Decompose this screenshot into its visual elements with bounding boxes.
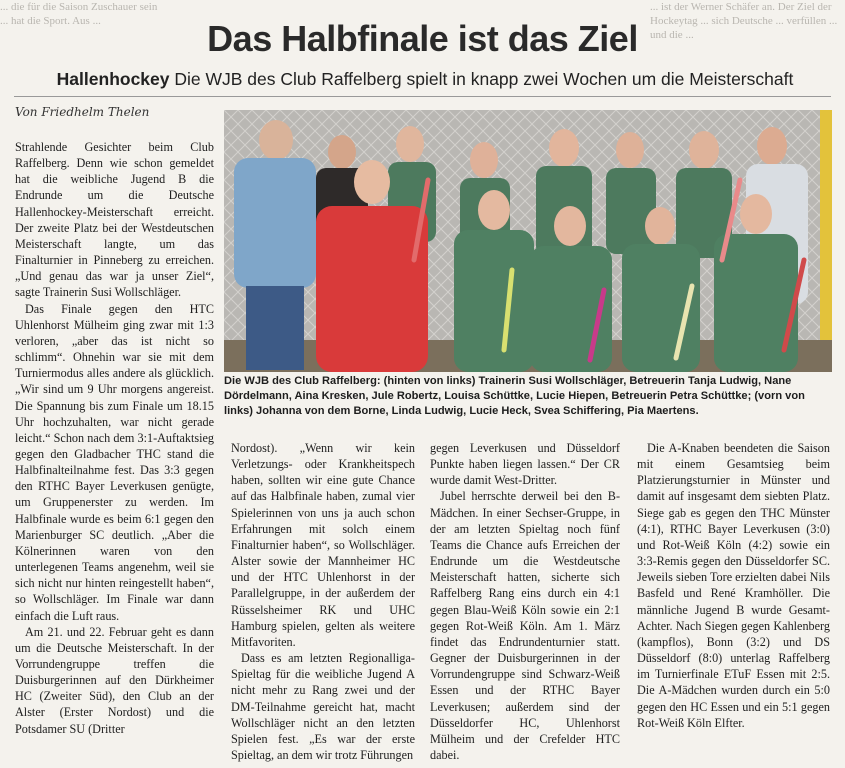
team-photo	[224, 110, 832, 372]
paragraph: Strahlende Gesichter beim Club Raffelberg. Denn wie schon gemeldet hat die weibliche Jugend B die Endrunde um die Deutsche Hallenhockey-Meisterschaft erreicht. Der zweite Platz bei der Westdeutschen Meisterschaft langte, um das Finalturnier in Pinneberg zu erreichen. „Und genau das war ja unser Ziel“, sagte Trainerin Susi Wollschläger.	[15, 140, 214, 300]
bleed-through-text-right: ... ist der Werner Schäfer an. Der Ziel der Hockeytag ... sich Deutsche ... verfüllen ... und die ...	[650, 1, 838, 41]
paragraph: Die A-Knaben beendeten die Saison mit einem Gesamtsieg beim Platzierungsturnier in Münster und damit auf insgesamt dem siebten Platz. Siege gab es gegen den THC Münster (4:1), RTHC Bayer Leverkusen (3:0) und Rot-Weiß Köln (4:2) sowie ein 3:3-Remis gegen den Düsseldorfer SC. Jeweils sieben Tore erzielten dabei Nils Basfeld und René Kramhöller. Die männliche Jugend B wurde Gesamt-Achter. Nach Siegen gegen Kahlenberg (kampflos), Bonn (3:2) und DS Düsseldorf (8:0) unterlag Raffelberg im Turnierfinale ETuF Essen mit 2:5. Die A-Mädchen wurden durch ein 5:0 gegen den HC Essen und ein 5:1 gegen Rot-Weiß Köln Elfter.	[637, 441, 830, 730]
article-column-2	[231, 440, 415, 763]
paragraph: Das Finale gegen den HTC Uhlenhorst Mülheim ging zwar mit 1:3 verloren, „aber das ist nicht so schlimm“. Ohnehin war sie mit dem Turniermodus alles andere als glücklich. „Wir sind um 9 Uhr morgens angereist. Die Spannung bis zum Finale um 18.15 Uhr hochzuhalten, war nicht gerade leicht.“ Schon nach dem 3:1-Auftaktsieg gegen den Gladbacher THC stand die Halbfinalteilnahme fest. Das 3:3 gegen den RTHC Bayer Leverkusen genügte, um Gruppenerster zu werden. Im Halbfinale wurde es beim 6:1 gegen den Marienburger SC deutlich. „Aber die Kölnerinnen waren von den unterlegenen Teams angenehm, weil sie sich nicht nur hinten reingestellt haben“, so Wollschläger. Im Finale war dann einfach die Luft raus.	[15, 301, 214, 623]
photo-caption: Die WJB des Club Raffelberg: (hinten von links) Trainerin Susi Wollschläger, Betreuerin Tanja Ludwig, Nane Dördelmann, Aina Kresken, Jule Robertz, Louisa Schüttke, Lucie Hiepen, Betreuerin Petra Schüttke; (vorn von links) Johanna von dem Borne, Linda Ludwig, Lucie Heck, Svea Schiffering, Pia Maertens.	[224, 375, 805, 417]
author-byline: Von Friedhelm Thelen	[15, 105, 150, 119]
article-subheadline	[40, 69, 810, 90]
subhead-kicker: Hallenhockey	[56, 69, 170, 89]
team-photo-image	[224, 110, 832, 372]
article-headline: Das Halbfinale ist das Ziel	[207, 18, 638, 59]
headline-divider	[14, 96, 831, 97]
article-column-3	[430, 440, 620, 763]
article-column-4	[637, 440, 830, 731]
subhead-text: Die WJB des Club Raffelberg spielt in knapp zwei Wochen um die Meisterschaft	[174, 69, 794, 89]
paragraph: Am 21. und 22. Februar geht es dann um die Deutsche Meisterschaft. In der Vorrundengruppe treffen die Duisburgerinnen auf den Dürkheimer HC (Zweiter Süd), den Club an der Alster (Erster Nordost) und die Potsdamer SU (Dritter	[15, 624, 214, 736]
paragraph: Jubel herrschte derweil bei den B-Mädchen. In einer Sechser-Gruppe, in der am letzten Spieltag noch fünf Teams die Chance aufs Erreichen der Endrunde um die Westdeutsche Meisterschaft hatten, sicherte sich Raffelberg Rang eins durch ein 4:1 gegen Blau-Weiß Köln sowie ein 2:1 gegen Rot-Weiß Köln. Am 1. März findet das Endrundenturnier statt. Gegner der Duisburgerinnen in der Vorrundengruppe sind Schwarz-Weiß Essen und der RTHC Bayer Leverkusen; außerdem sind der Düsseldorfer HC, Uhlenhorst Mülheim und der Crefelder HTC dabei.	[430, 489, 620, 762]
paragraph: Dass es am letzten Regionalliga-Spieltag für die weibliche Jugend A nicht mehr zu Rang zwei und der DM-Teilnahme gereicht hat, macht Wollschläger nicht an den letzten Spielen fest. „Es war der erste Spieltag, an dem wir trotz Führungen	[231, 651, 415, 762]
article-column-1	[15, 139, 214, 737]
paragraph: gegen Leverkusen und Düsseldorf Punkte haben liegen lassen.“ Der CR wurde damit West-Dritter.	[430, 441, 620, 488]
paragraph: Nordost). „Wenn wir kein Verletzungs- oder Krankheitspech haben, sollten wir eine gute Chance auf das Halbfinale haben, zumal vier Spielerinnen von uns ja auch schon Erfahrungen mit solch einem Finalturnier haben“, so Wollschläger. Alster sowie der Mannheimer HC und der HTC Uhlenhorst in der Parallelgruppe, in der außerdem der Rüsselsheimer RK und UHC Hamburg spielen, gelten als weitere Mitfavoriten.	[231, 441, 415, 649]
bleed-through-text-left: ... die für die Saison Zuschauer sein ... hat die Sport. Aus ...	[0, 1, 158, 27]
